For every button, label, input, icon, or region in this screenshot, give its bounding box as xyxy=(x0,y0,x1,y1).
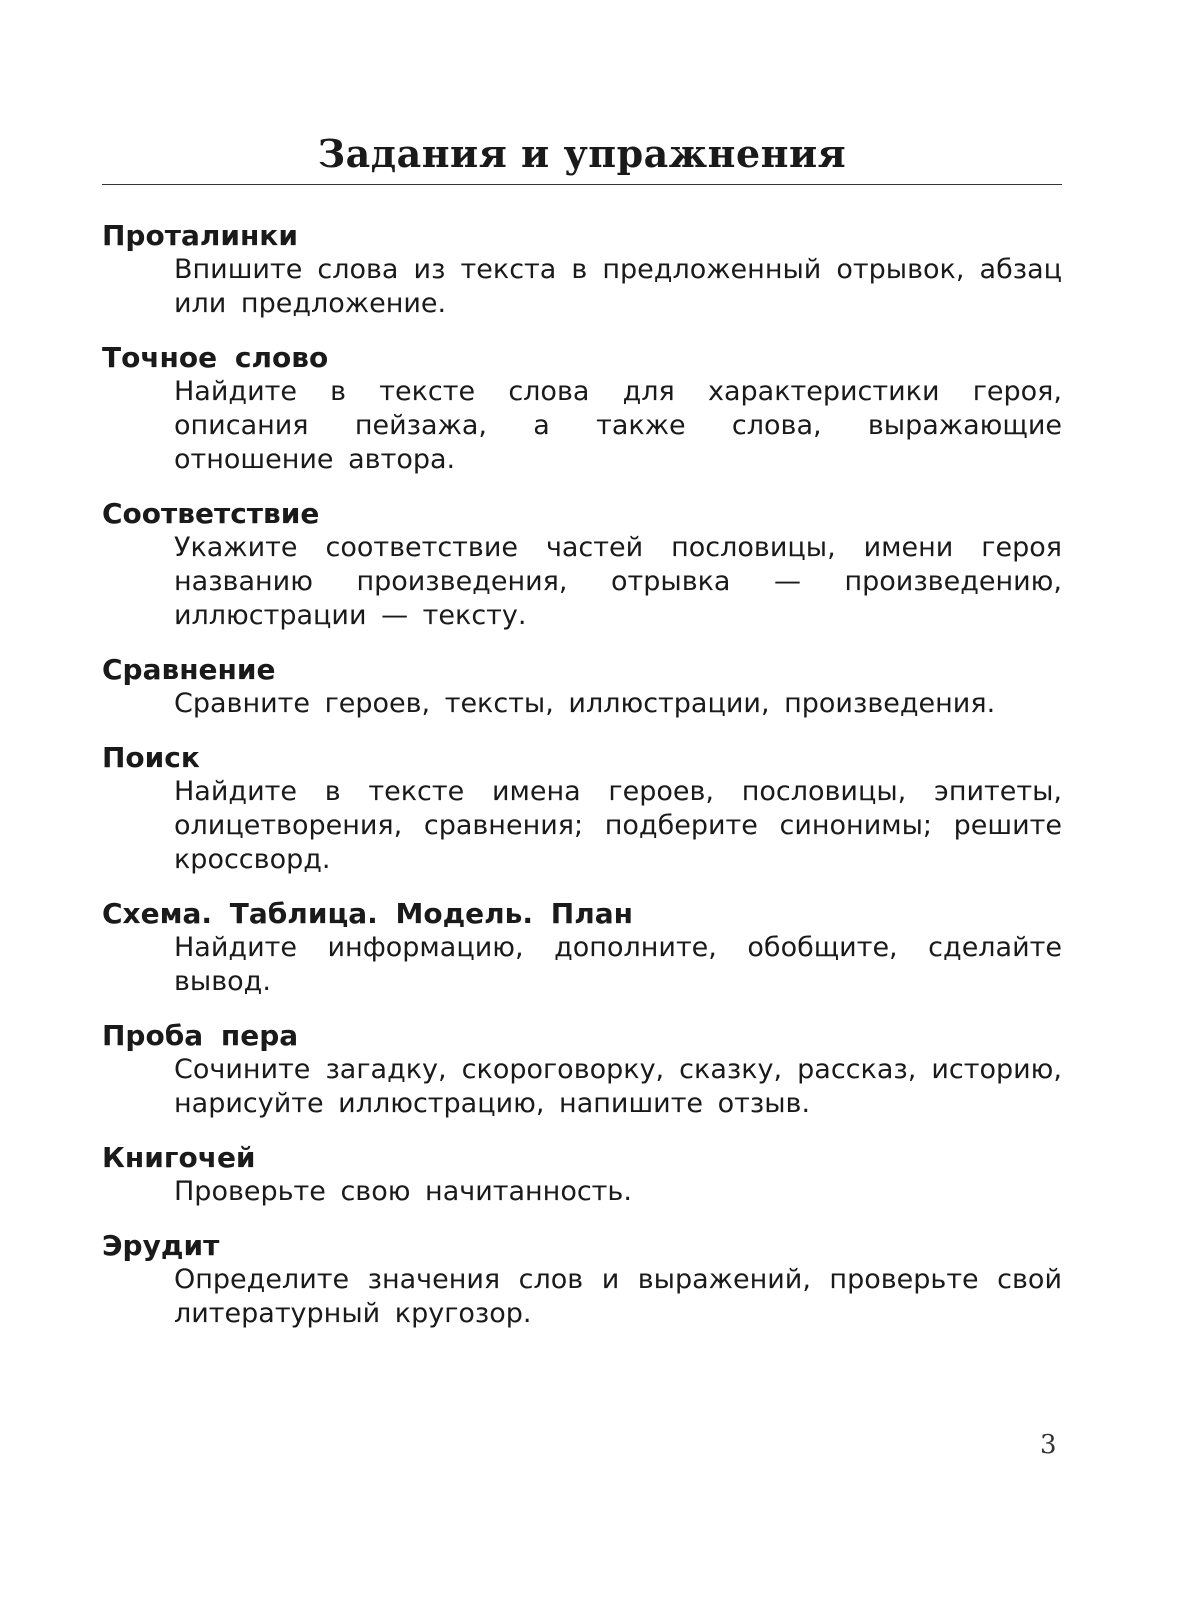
section-protalinki xyxy=(102,219,1062,321)
section-heading: Соответствие xyxy=(102,496,320,530)
section-skhema xyxy=(102,897,1062,999)
page-content xyxy=(102,130,1062,1351)
section-description: Определите значения слов и выражений, проверьте свой литературный кругозор. xyxy=(174,1263,1062,1329)
page-title: Задания и упражнения xyxy=(317,131,847,176)
section-heading: Эрудит xyxy=(102,1228,220,1262)
section-heading: Проба пера xyxy=(102,1018,299,1052)
title-divider xyxy=(102,184,1062,185)
section-heading: Поиск xyxy=(102,740,200,774)
section-heading: Книгочей xyxy=(102,1140,256,1174)
section-proba-pera xyxy=(102,1019,1062,1121)
section-description: Найдите информацию, дополните, обобщите, сделайте вывод. xyxy=(174,931,1062,997)
section-heading: Схема. Таблица. Модель. План xyxy=(102,896,633,930)
section-sravnenie xyxy=(102,653,1062,721)
page-number: 3 xyxy=(1040,1430,1057,1460)
section-description: Сравните героев, тексты, иллюстрации, произведения. xyxy=(174,687,996,719)
section-sootvetstvie xyxy=(102,497,1062,633)
section-heading: Сравнение xyxy=(102,652,276,686)
section-description: Найдите в тексте слова для характеристики героя, описания пейзажа, а также слова, выражающие отношение автора. xyxy=(174,375,1062,475)
section-description: Укажите соответствие частей пословицы, имени героя названию произведения, отрывка — произведению, иллюстрации — тексту. xyxy=(174,531,1062,631)
section-knigochei xyxy=(102,1141,1062,1209)
section-description: Сочините загадку, скороговорку, сказку, рассказ, историю, нарисуйте иллюстрацию, напишите отзыв. xyxy=(174,1053,1062,1119)
section-erudit xyxy=(102,1229,1062,1331)
section-description: Впишите слова из текста в предложенный отрывок, абзац или предложение. xyxy=(174,253,1062,319)
section-tochnoe-slovo xyxy=(102,341,1062,477)
section-poisk xyxy=(102,741,1062,877)
section-description: Проверьте свою начитанность. xyxy=(174,1175,632,1207)
section-heading: Проталинки xyxy=(102,218,298,252)
section-heading: Точное слово xyxy=(102,340,329,374)
section-description: Найдите в тексте имена героев, пословицы, эпитеты, олицетворения, сравнения; подберите синонимы; решите кроссворд. xyxy=(174,775,1062,875)
